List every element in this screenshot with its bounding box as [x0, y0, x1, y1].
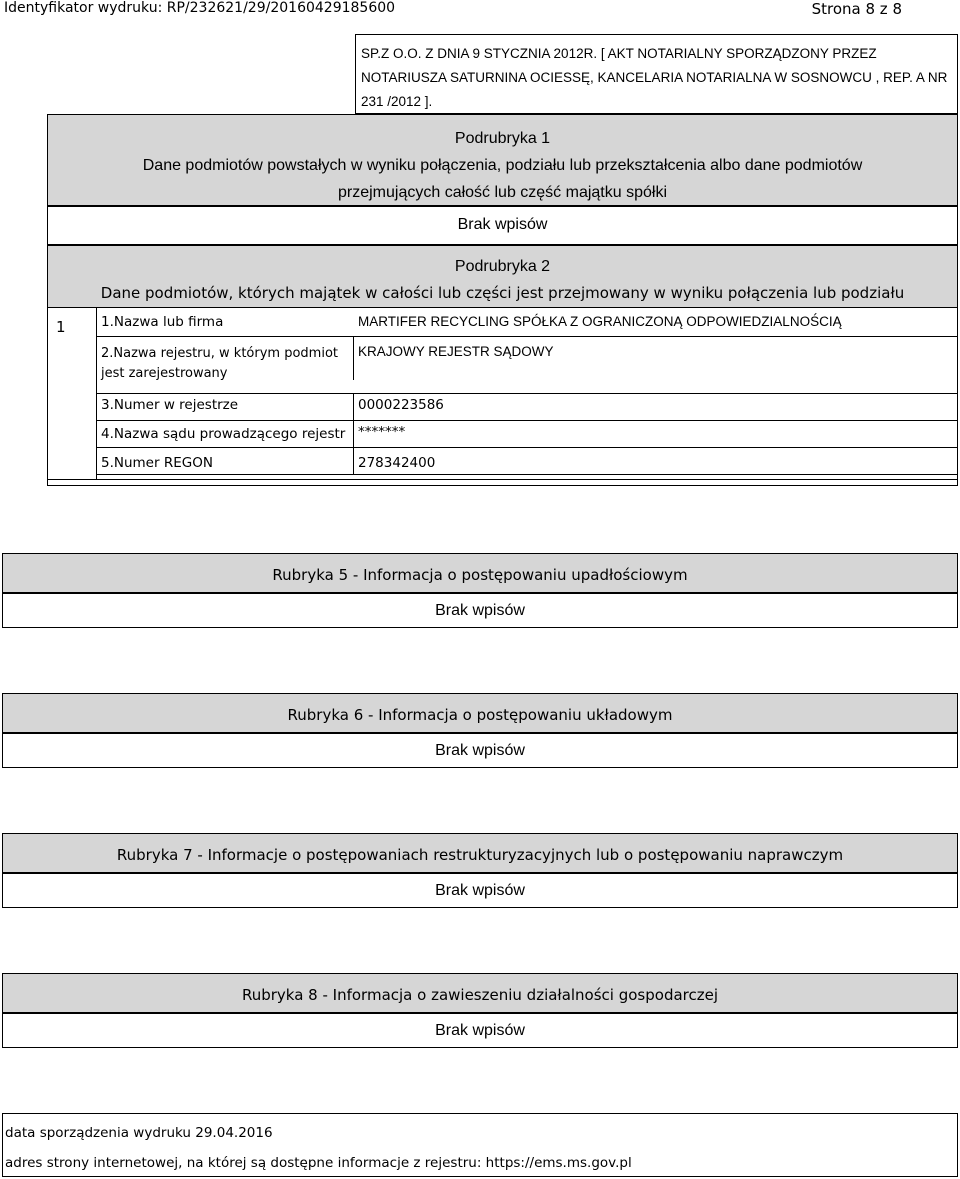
section-7-empty: Brak wpisów: [435, 882, 525, 899]
previous-entry-line: SP.Z O.O. Z DNIA 9 STYCZNIA 2012R. [ AKT NOTARIALNY SPORZĄDZONY PRZEZ: [361, 46, 877, 61]
value-divider: [353, 393, 354, 448]
field-value: 278342400: [358, 455, 436, 471]
subsection-1-header: [47, 114, 958, 206]
previous-entry-line: 231 /2012 ].: [361, 94, 433, 109]
section-5-title: Rubryka 5 - Informacja o postępowaniu upadłościowym: [272, 566, 688, 584]
field-label: 5.Numer REGON: [101, 455, 213, 471]
section-8-header: [2, 973, 958, 1013]
field-label-line: jest zarejestrowany: [101, 366, 228, 381]
field-divider: [97, 447, 958, 448]
field-value: *******: [358, 424, 406, 440]
registry-url: adres strony internetowej, na której są dostępne informacje z rejestru: https://ems.ms.gov.pl: [5, 1155, 632, 1171]
field-divider: [97, 336, 958, 337]
section-6-empty: Brak wpisów: [435, 742, 525, 759]
field-label: [101, 344, 338, 384]
field-divider: [97, 474, 958, 475]
subsection-2-description: Dane podmiotów, których majątek w całości lub części jest przejmowany w wyniku połączenia lub podziału: [100, 284, 905, 302]
section-8-empty-box: [2, 1013, 958, 1048]
field-value: KRAJOWY REJESTR SĄDOWY: [358, 344, 554, 359]
field-label: 1.Nazwa lub firma: [101, 314, 224, 330]
subsection-1-empty: Brak wpisów: [457, 216, 548, 233]
section-6-header: [2, 693, 958, 733]
section-6-title: Rubryka 6 - Informacja o postępowaniu układowym: [287, 706, 673, 724]
row-number: 1: [56, 318, 66, 336]
section-8-empty: Brak wpisów: [435, 1022, 525, 1039]
section-8-title: Rubryka 8 - Informacja o zawieszeniu działalności gospodarczej: [241, 986, 719, 1004]
field-label-line: 2.Nazwa rejestru, w którym podmiot: [101, 346, 338, 361]
value-divider: [353, 447, 354, 474]
value-divider: [353, 336, 354, 380]
field-label: 4.Nazwa sądu prowadzącego rejestr: [101, 426, 346, 442]
section-6-empty-box: [2, 733, 958, 768]
print-date: data sporządzenia wydruku 29.04.2016: [5, 1125, 273, 1141]
subsection-1-empty-box: [47, 206, 958, 245]
subsection-1-title: Podrubryka 1: [454, 130, 551, 147]
subsection-2-title: Podrubryka 2: [454, 258, 551, 275]
field-label: 3.Numer w rejestrze: [101, 397, 239, 413]
previous-entry-box: [355, 34, 958, 114]
section-5-empty-box: [2, 593, 958, 628]
section-7-header: [2, 833, 958, 873]
subsection-1-description: przejmujących całość lub część majątku spółki: [337, 184, 667, 201]
section-5-header: [2, 553, 958, 593]
section-7-title: Rubryka 7 - Informacje o postępowaniach restrukturyzacyjnych lub o postępowaniu naprawczym: [116, 846, 844, 864]
subsection-1-description: Dane podmiotów powstałych w wyniku połączenia, podziału lub przekształcenia albo dane podmiotów: [142, 157, 863, 174]
row-number-divider: [96, 308, 97, 480]
table-bottom-rule: [47, 479, 958, 480]
page-number: Strona 8 z 8: [811, 0, 902, 18]
subsection-2-header: [47, 245, 958, 308]
field-divider: [97, 420, 958, 421]
field-divider: [97, 393, 958, 394]
print-identifier: Identyfikator wydruku: RP/232621/29/20160429185600: [4, 0, 396, 16]
section-5-empty: Brak wpisów: [435, 602, 525, 619]
section-7-empty-box: [2, 873, 958, 908]
previous-entry-line: NOTARIUSZA SATURNINA OCIESSĘ, KANCELARIA NOTARIALNA W SOSNOWCU , REP. A NR: [361, 70, 948, 85]
field-value: MARTIFER RECYCLING SPÓŁKA Z OGRANICZONĄ ODPOWIEDZIALNOŚCIĄ: [358, 314, 842, 329]
field-value: 0000223586: [358, 397, 444, 413]
